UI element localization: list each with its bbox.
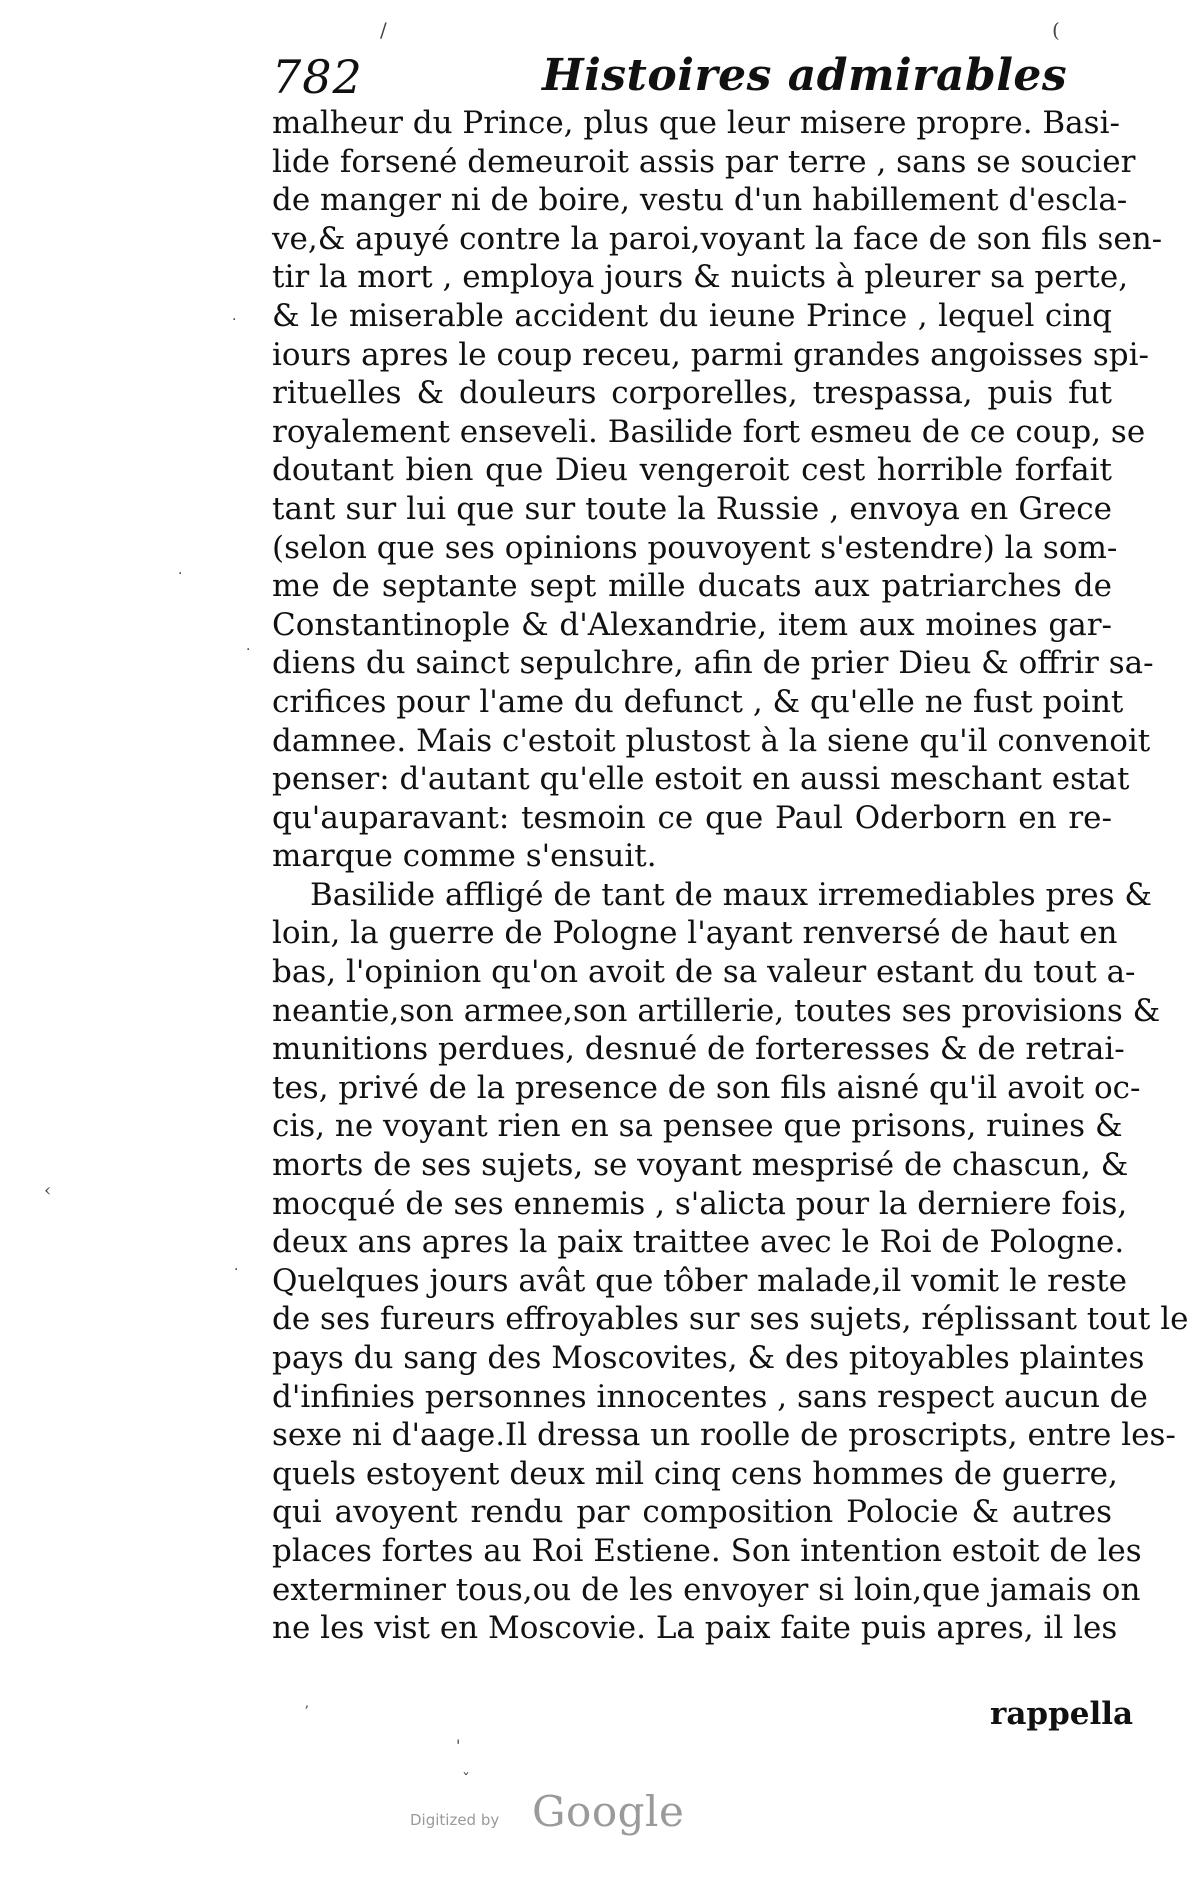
text-line: ve,& apuyé contre la paroi,voyant la face de son fils sen- (272, 220, 1163, 257)
text-line: mocqué de ses ennemis , s'alicta pour la derniere fois, (272, 1185, 1128, 1222)
text-line: sexe ni d'aage.Il dressa un roolle de proscripts, entre les- (272, 1417, 1176, 1454)
text-line: ne les vist en Moscovie. La paix faite puis apres, il les (272, 1610, 1118, 1647)
body-text (272, 104, 1189, 1648)
speck-mark: ʼ (304, 1704, 309, 1720)
text-line: me de septante sept mille ducats aux patriarches de (272, 568, 1112, 605)
text-line: de manger ni de boire, vestu d'un habillement d'escla- (272, 182, 1128, 219)
catchword: rappella (990, 1696, 1134, 1732)
text-line: qui avoyent rendu par composition Polocie & autres (272, 1494, 1112, 1531)
speck-mark: · (234, 1262, 239, 1278)
text-line: penser: d'autant qu'elle estoit en aussi meschant estat (272, 761, 1130, 798)
page-header (272, 40, 1132, 110)
speck-mark: ( (1052, 18, 1060, 42)
text-line: quels estoyent deux mil cinq cens hommes de guerre, (272, 1455, 1118, 1492)
text-line: Quelques jours avât que tôber malade,il vomit le reste (272, 1262, 1127, 1299)
digitized-watermark (410, 1783, 710, 1843)
text-line: diens du sainct sepulchre, afin de prier Dieu & offrir sa- (272, 645, 1154, 682)
text-line: bas, l'opinion qu'on avoit de sa valeur estant du tout a- (272, 954, 1136, 991)
text-line: qu'auparavant: tesmoin ce que Paul Oderborn en re- (272, 799, 1112, 836)
text-line: malheur du Prince, plus que leur misere propre. Basi- (272, 105, 1120, 141)
text-line: Constantinople & d'Alexandrie, item aux moines gar- (272, 606, 1112, 643)
text-line: tir la mort , employa jours & nuicts à pleurer sa perte, (272, 259, 1129, 296)
text-line: (selon que ses opinions pouvoyent s'estendre) la som- (272, 529, 1118, 566)
text-line: tant sur lui que sur toute la Russie , envoya en Grece (272, 490, 1112, 527)
text-line: & le miserable accident du ieune Prince , lequel cinq (272, 297, 1112, 334)
text-line: doutant bien que Dieu vengeroit cest horrible forfait (272, 452, 1112, 489)
digitized-by-label: Digitized by (410, 1811, 500, 1829)
speck-mark: ' (456, 1736, 461, 1755)
text-line: morts de ses sujets, se voyant mesprisé de chascun, & (272, 1147, 1129, 1184)
speck-mark: ‹ (44, 1180, 52, 1201)
text-line: rituelles & douleurs corporelles, trespassa, puis fut (272, 375, 1112, 412)
text-line: marque comme s'ensuit. (272, 838, 657, 875)
speck-mark: ˇ (462, 1770, 470, 1789)
text-line: lide forsené demeuroit assis par terre , sans se soucier (272, 143, 1136, 180)
text-line: exterminer tous,ou de les envoyer si loin,que jamais on (272, 1571, 1141, 1608)
speck-mark: · (232, 312, 237, 328)
text-line: loin, la guerre de Pologne l'ayant renversé de haut en (272, 915, 1118, 952)
page-number: 782 (272, 50, 363, 104)
text-line: damnee. Mais c'estoit plustost à la siene qu'il convenoit (272, 722, 1151, 759)
text-line: deux ans apres la paix traittee avec le Roi de Pologne. (272, 1224, 1125, 1261)
text-line: iours apres le coup receu, parmi grandes angoisses spi- (272, 336, 1150, 373)
text-line: munitions perdues, desnué de forteresses & de retrai- (272, 1031, 1125, 1068)
text-line: neantie,son armee,son artillerie, toutes ses provisions & (272, 992, 1161, 1029)
text-line: d'infinies personnes innocentes , sans respect aucun de (272, 1378, 1148, 1415)
text-line: pays du sang des Moscovites, & des pitoyables plaintes (272, 1340, 1145, 1376)
text-line: places fortes au Roi Estiene. Son intention estoit de les (272, 1532, 1142, 1569)
text-line: royalement enseveli. Basilide fort esmeu de ce coup, se (272, 413, 1146, 450)
text-line: Basilide affligé de tant de maux irremediables pres & (310, 876, 1152, 913)
running-title: Histoires admirables (542, 50, 1068, 101)
text-line: de ses fureurs effroyables sur ses sujets, réplissant tout le (272, 1301, 1189, 1338)
text-line: cis, ne voyant rien en sa pensee que prisons, ruines & (272, 1108, 1123, 1145)
text-line: tes, privé de la presence de son fils aisné qu'il avoit oc- (272, 1069, 1141, 1106)
speck-mark: · (246, 642, 251, 658)
text-line: crifices pour l'ame du defunct , & qu'elle ne fust point (272, 683, 1124, 720)
speck-mark: · (178, 566, 183, 582)
google-logo: Google (532, 1787, 685, 1836)
speck-mark: / (380, 18, 387, 42)
